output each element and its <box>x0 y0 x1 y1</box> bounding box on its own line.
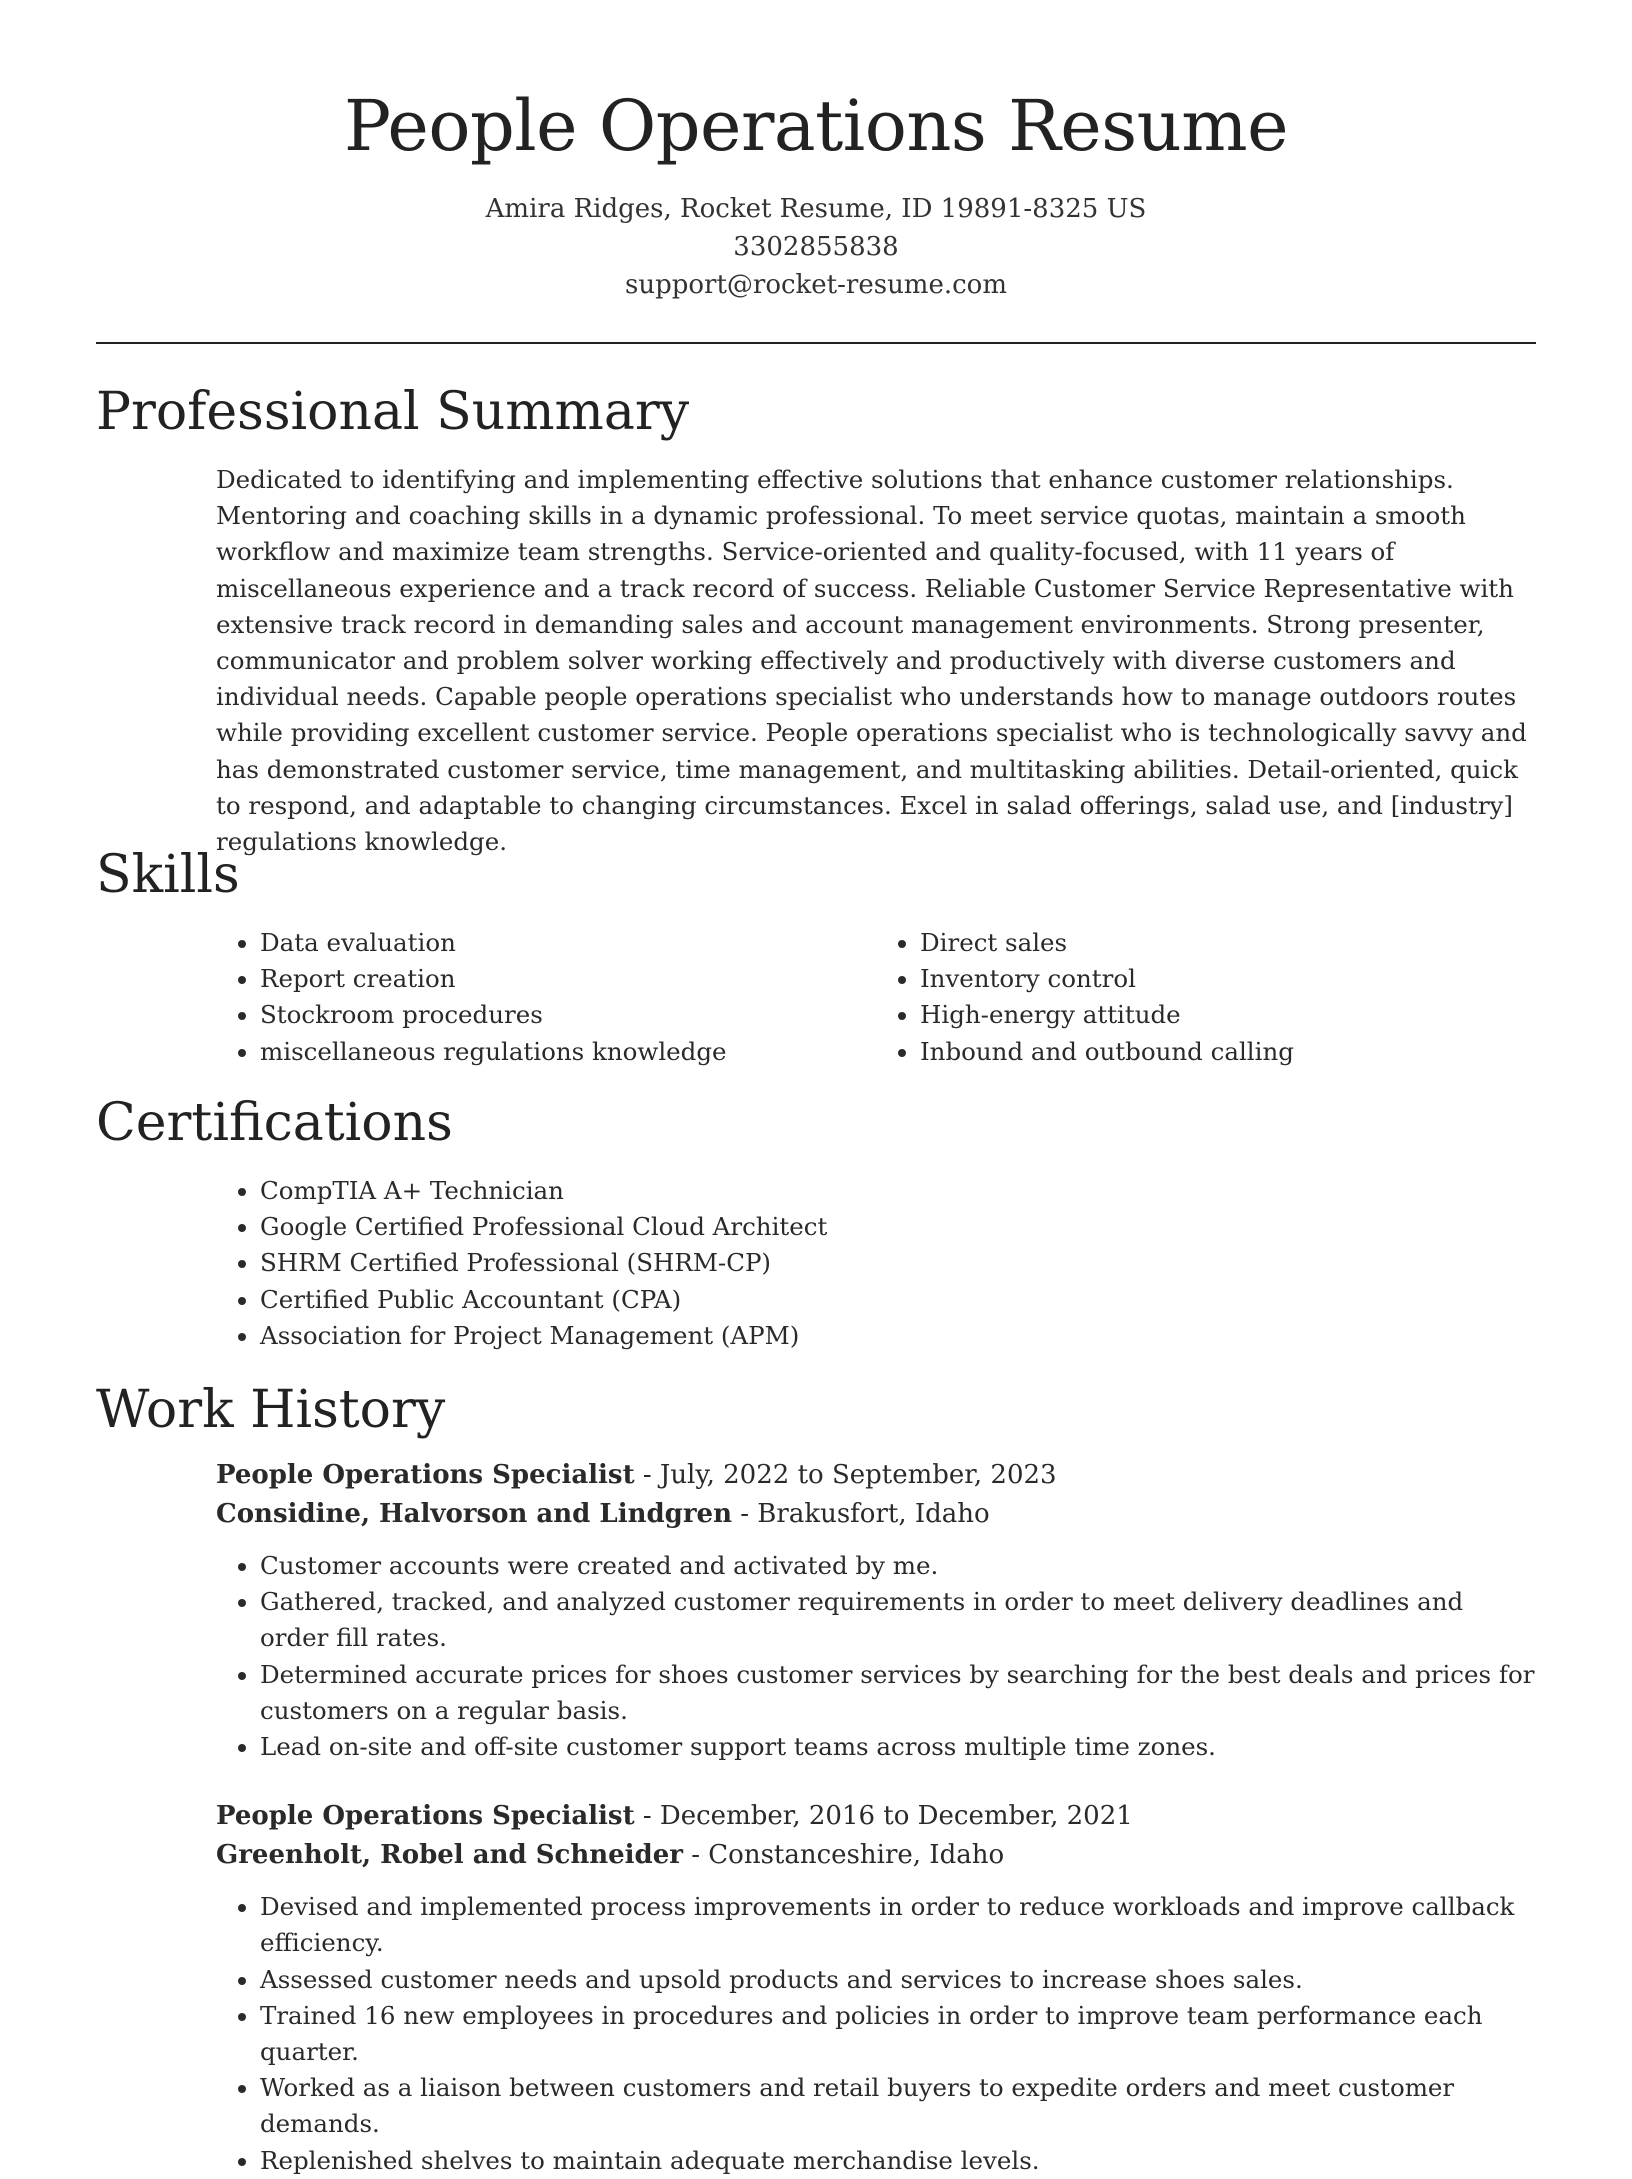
job-title-line <box>216 1797 1536 1836</box>
job-bullet: • Gathered, tracked, and analyzed customer requirements in order to meet delivery deadlines and order fill rates. <box>260 1584 1536 1656</box>
skills-grid <box>216 925 1536 1070</box>
skills-list-left <box>216 925 876 1070</box>
job-entry <box>216 1797 1536 2179</box>
job-bullet: • Customer accounts were created and activated by me. <box>260 1548 1536 1584</box>
certifications-heading: Certifications <box>96 1093 453 1153</box>
job-bullet: • Lead on-site and off-site customer support teams across multiple time zones. <box>260 1729 1536 1765</box>
certification-item: • SHRM Certified Professional (SHRM-CP) <box>260 1245 1536 1281</box>
resume-header <box>0 0 1632 304</box>
contact-address: Amira Ridges, Rocket Resume, ID 19891-8325 US <box>485 194 1147 224</box>
job-bullet: • Worked as a liaison between customers and retail buyers to expedite orders and meet customer demands. <box>260 2070 1536 2142</box>
skill-item: • Direct sales <box>920 925 1536 961</box>
summary-heading: Professional Summary <box>96 382 690 442</box>
skill-item: • Data evaluation <box>260 925 876 961</box>
contact-email: support@rocket-resume.com <box>624 270 1007 300</box>
summary-text: Dedicated to identifying and implementing effective solutions that enhance customer relationships. Mentoring and coaching skills in a dynamic professional. To meet service quotas, maintain a smooth workflow and maximize team strengths. Service-oriented and quality-focused, with 11 years of miscellaneous experience and a track record of success. Reliable Customer Service Representative with extensive track record in demanding sales and account management environments. Strong presenter, communicator and problem solver working effectively and productively with diverse customers and individual needs. Capable people operations specialist who understands how to manage outdoors routes while providing excellent customer service. People operations specialist who is technologically savvy and has demonstrated customer service, time management, and multitasking abilities. Detail-oriented, quick to respond, and adaptable to changing circumstances. Excel in salad offerings, salad use, and [industry] regulations knowledge. <box>216 465 1527 857</box>
job-entry <box>216 1456 1536 1765</box>
certification-item: • Google Certified Professional Cloud Architect <box>260 1209 1536 1245</box>
job-bullet: • Replenished shelves to maintain adequate merchandise levels. <box>260 2143 1536 2179</box>
job-company-line <box>216 1495 1536 1534</box>
job-dates: - July, 2022 to September, 2023 <box>634 1460 1057 1490</box>
skills-list-right <box>876 925 1536 1070</box>
job-bullet: • Trained 16 new employees in procedures and policies in order to improve team performance each quarter. <box>260 1998 1536 2070</box>
work-history-heading: Work History <box>96 1380 446 1440</box>
skill-item: • Inventory control <box>920 961 1536 997</box>
certifications-section <box>96 1091 1536 1354</box>
job-location: - Constanceshire, Idaho <box>682 1840 1005 1871</box>
job-title: People Operations Specialist <box>216 1801 635 1832</box>
job-bullet: • Determined accurate prices for shoes customer services by searching for the best deals and prices for customers on a regular basis. <box>260 1657 1536 1729</box>
job-title-line <box>216 1456 1536 1495</box>
skill-item: • miscellaneous regulations knowledge <box>260 1034 876 1070</box>
skills-heading: Skills <box>96 845 240 905</box>
skill-item: • High-energy attitude <box>920 997 1536 1033</box>
job-title: People Operations Specialist <box>216 1460 635 1490</box>
page-title: People Operations Resume <box>343 85 1289 167</box>
job-company: Considine, Halvorson and Lindgren <box>216 1499 732 1529</box>
summary-section <box>96 380 1536 860</box>
job-company: Greenholt, Robel and Schneider <box>216 1840 683 1871</box>
header-divider <box>96 342 1536 344</box>
skill-item: • Inbound and outbound calling <box>920 1034 1536 1070</box>
certification-item: • Association for Project Management (APM) <box>260 1318 1536 1354</box>
job-bullet: • Assessed customer needs and upsold products and services to increase shoes sales. <box>260 1962 1536 1998</box>
contact-block <box>0 190 1632 304</box>
job-company-line <box>216 1836 1536 1875</box>
work-history-section <box>96 1378 1536 2179</box>
contact-phone: 3302855838 <box>733 232 899 262</box>
job-bullet: • Devised and implemented process improvements in order to reduce workloads and improve callback efficiency. <box>260 1889 1536 1961</box>
certification-item: • Certified Public Accountant (CPA) <box>260 1282 1536 1318</box>
certification-item: • CompTIA A+ Technician <box>260 1173 1536 1209</box>
certifications-list <box>216 1173 1536 1354</box>
job-bullets <box>216 1889 1536 2179</box>
skills-section <box>96 843 1536 1070</box>
skill-item: • Report creation <box>260 961 876 997</box>
job-location: - Brakusfort, Idaho <box>731 1499 990 1529</box>
skill-item: • Stockroom procedures <box>260 997 876 1033</box>
job-dates: - December, 2016 to December, 2021 <box>634 1801 1133 1832</box>
job-bullets <box>216 1548 1536 1765</box>
